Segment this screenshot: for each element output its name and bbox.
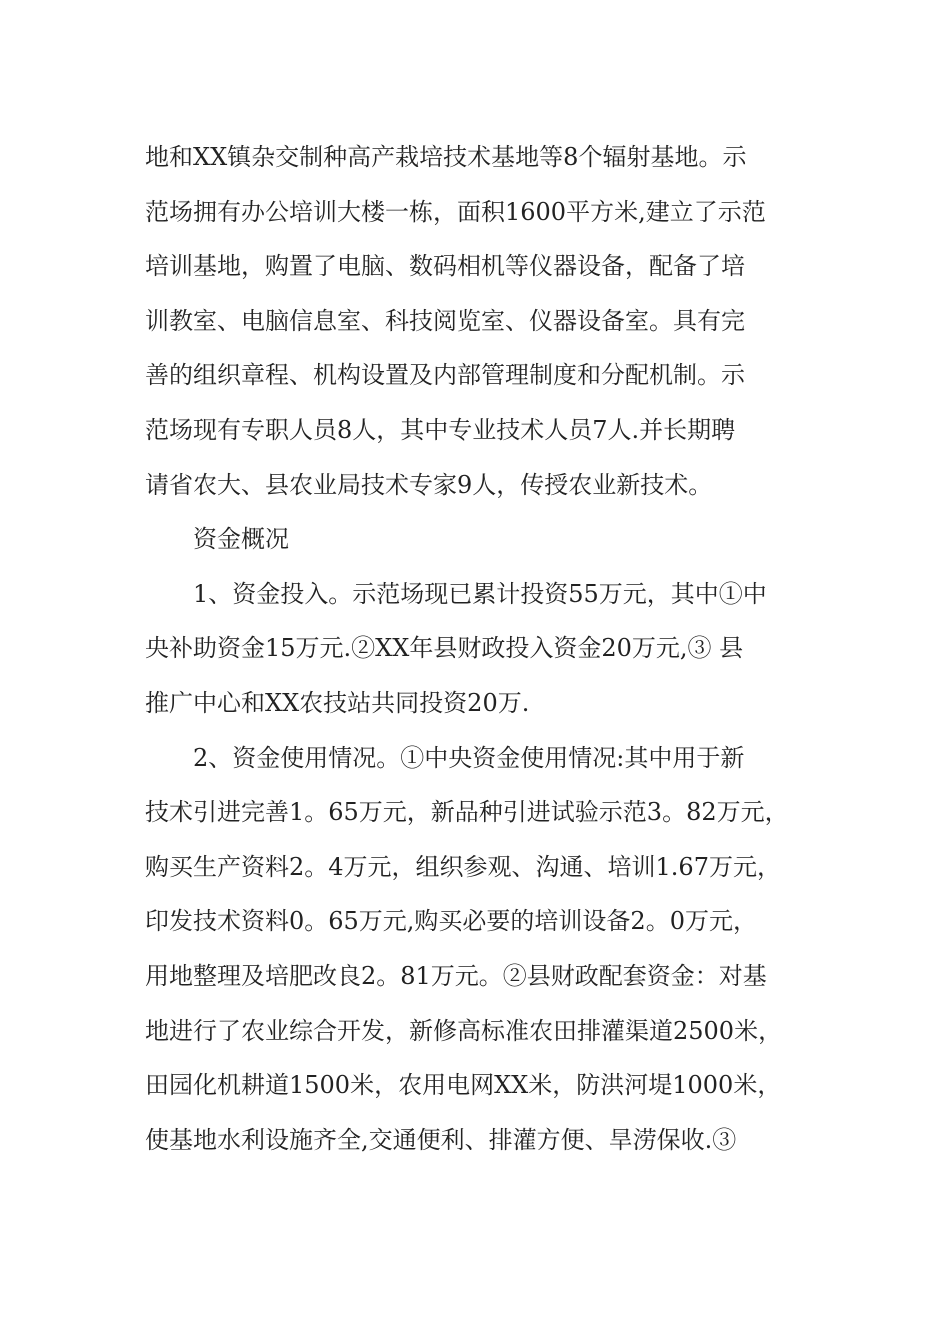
text-line: 使基地水利设施齐全,交通便利、排灌方便、旱涝保收.③ (145, 1125, 737, 1154)
text-line: 善的组织章程、机构设置及内部管理制度和分配机制。示 (145, 361, 745, 390)
text-line: 请省农大、县农业局技术专家9人，传授农业新技术。 (145, 470, 713, 499)
text-line: 1、资金投入。示范场现已累计投资55万元，其中①中 (145, 579, 767, 608)
text-line: 范场拥有办公培训大楼一栋，面积1600平方米,建立了示范 (145, 197, 766, 226)
text-line: 推广中心和XX农技站共同投资20万. (145, 688, 530, 717)
text-line: 培训基地，购置了电脑、数码相机等仪器设备，配备了培 (145, 252, 745, 281)
text-line: 购买生产资料2。4万元，组织参观、沟通、培训1.67万元， (145, 852, 781, 881)
text-line: 用地整理及培肥改良2。81万元。②县财政配套资金：对基 (145, 961, 767, 990)
text-line: 2、资金使用情况。①中央资金使用情况:其中用于新 (145, 743, 745, 772)
text-line: 训教室、电脑信息室、科技阅览室、仪器设备室。具有完 (145, 306, 745, 335)
text-line: 技术引进完善1。65万元，新品种引进试验示范3。82万元， (145, 798, 789, 827)
section-heading: 资金概况 (145, 525, 289, 554)
document-body (145, 130, 825, 1167)
text-line: 田园化机耕道1500米，农用电网XX米，防洪河堤1000米， (145, 1071, 782, 1100)
text-line: 范场现有专职人员8人，其中专业技术人员7人.并长期聘 (145, 415, 736, 444)
text-line: 央补助资金15万元.②XX年县财政投入资金20万元,③ 县 (145, 634, 744, 663)
text-line: 地和XX镇杂交制种高产栽培技术基地等8个辐射基地。示 (145, 143, 747, 171)
text-line: 地进行了农业综合开发，新修高标准农田排灌渠道2500米， (145, 1016, 783, 1045)
text-line: 印发技术资料0。65万元,购买必要的培训设备2。0万元， (145, 907, 757, 936)
